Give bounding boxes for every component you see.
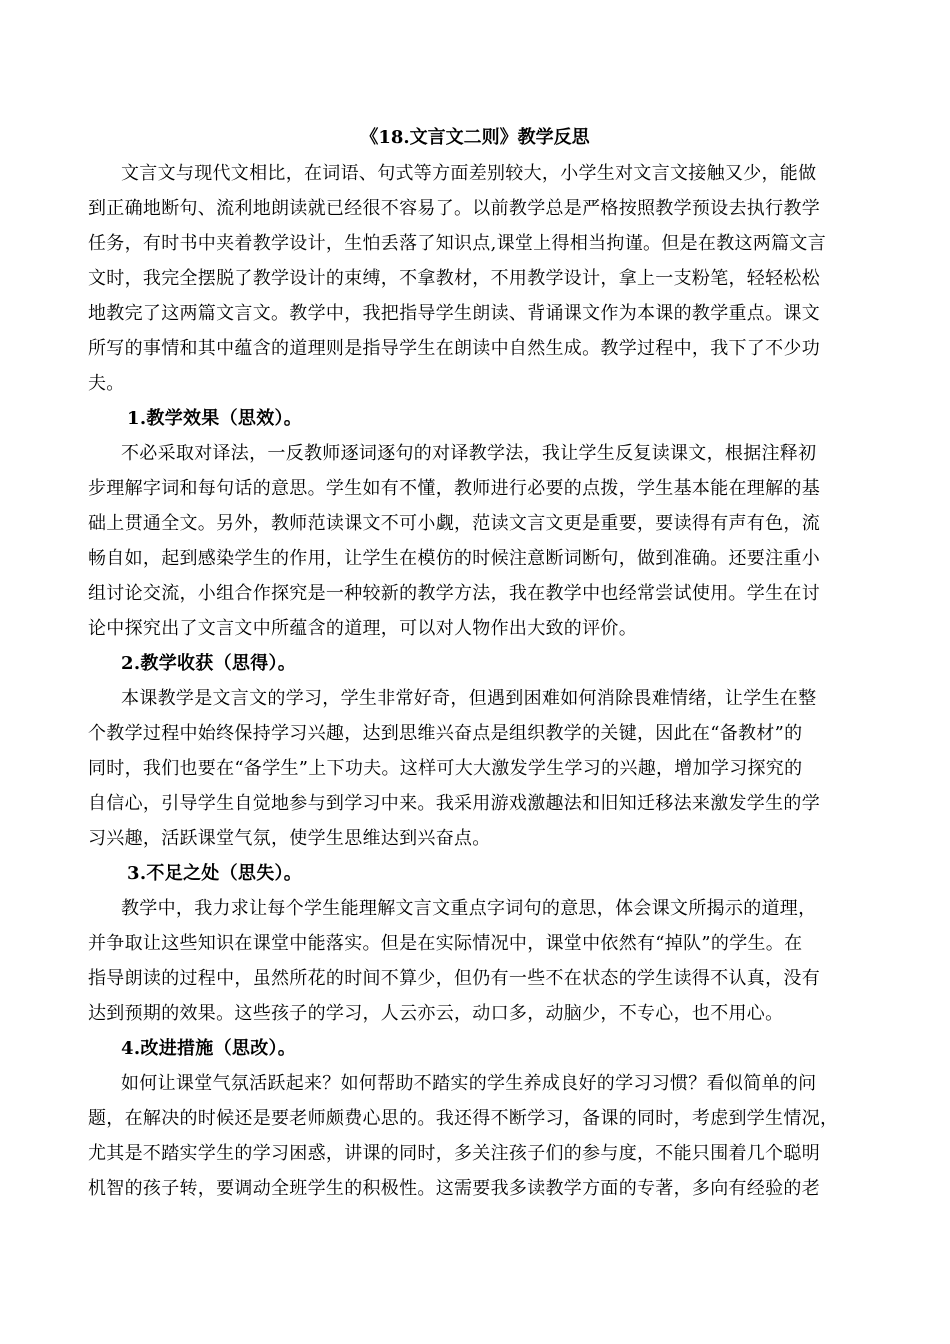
intro-line: 到正确地断句、流利地朗读就已经很不容易了。以前教学总是严格按照教学预设去执行教学 — [88, 198, 820, 219]
intro-line: 夫。 — [88, 373, 125, 394]
section2-line: 个教学过程中始终保持学习兴趣，达到思维兴奋点是组织教学的关键，因此在“备教材”的 — [88, 723, 803, 744]
section-heading: 2.教学收获（思得）。 — [121, 653, 297, 674]
intro-line: 文言文与现代文相比，在词语、句式等方面差别较大，小学生对文言文接触又少，能做 — [121, 163, 817, 184]
section1-line: 步理解字词和每句话的意思。学生如有不懂，教师进行必要的点拨，学生基本能在理解的基 — [88, 478, 820, 499]
section4-line: 题，在解决的时候还是要老师颇费心思的。我还得不断学习，备课的同时，考虑到学生情况， — [88, 1108, 839, 1129]
intro-line: 任务，有时书中夹着教学设计，生怕丢落了知识点,课堂上得相当拘谨。但是在教这两篇文言 — [88, 233, 827, 254]
document-title: 《18.文言文二则》教学反思 — [360, 127, 590, 148]
section1-line: 不必采取对译法，一反教师逐词逐句的对译教学法，我让学生反复读课文，根据注释初 — [121, 443, 817, 464]
section2-line: 本课教学是文言文的学习，学生非常好奇，但遇到困难如何消除畏难情绪，让学生在整 — [121, 688, 817, 709]
section4-line: 尤其是不踏实学生的学习困惑，讲课的同时，多关注孩子们的参与度，不能只围着几个聪明 — [88, 1143, 820, 1164]
section-heading: 4.改进措施（思改）。 — [121, 1038, 297, 1059]
section3-line: 并争取让这些知识在课堂中能落实。但是在实际情况中，课堂中依然有“掉队”的学生。在 — [88, 933, 803, 954]
intro-line: 所写的事情和其中蕴含的道理则是指导学生在朗读中自然生成。教学过程中，我下了不少功 — [88, 338, 820, 359]
section-heading: 1.教学效果（思效）。 — [127, 408, 303, 429]
section3-line: 达到预期的效果。这些孩子的学习，人云亦云，动口多，动脑少，不专心，也不用心。 — [88, 1003, 784, 1024]
section4-line: 机智的孩子转，要调动全班学生的积极性。这需要我多读教学方面的专著，多向有经验的老 — [88, 1178, 820, 1199]
section-heading: 3.不足之处（思失）。 — [127, 863, 303, 884]
section2-line: 自信心，引导学生自觉地参与到学习中来。我采用游戏激趣法和旧知迁移法来激发学生的学 — [88, 793, 820, 814]
intro-line: 文时，我完全摆脱了教学设计的束缚，不拿教材，不用教学设计，拿上一支粉笔，轻轻松松 — [88, 268, 820, 289]
section3-line: 指导朗读的过程中，虽然所花的时间不算少，但仍有一些不在状态的学生读得不认真，没有 — [88, 968, 820, 989]
section3-line: 教学中，我力求让每个学生能理解文言文重点字词句的意思，体会课文所揭示的道理， — [121, 898, 817, 919]
section4-line: 如何让课堂气氛活跃起来？如何帮助不踏实的学生养成良好的学习习惯？看似简单的问 — [121, 1073, 817, 1094]
section1-line: 论中探究出了文言文中所蕴含的道理，可以对人物作出大致的评价。 — [88, 618, 637, 639]
intro-line: 地教完了这两篇文言文。教学中，我把指导学生朗读、背诵课文作为本课的教学重点。课文 — [88, 303, 820, 324]
section1-line: 畅自如，起到感染学生的作用，让学生在模仿的时候注意断词断句，做到准确。还要注重小 — [88, 548, 820, 569]
section2-line: 习兴趣，活跃课堂气氛，使学生思维达到兴奋点。 — [88, 828, 491, 849]
section1-line: 组讨论交流，小组合作探究是一种较新的教学方法，我在教学中也经常尝试使用。学生在讨 — [88, 583, 820, 604]
section1-line: 础上贯通全文。另外，教师范读课文不可小觑，范读文言文更是重要，要读得有声有色，流 — [88, 513, 820, 534]
section2-line: 同时，我们也要在“备学生”上下功夫。这样可大大激发学生学习的兴趣，增加学习探究的 — [88, 758, 803, 779]
